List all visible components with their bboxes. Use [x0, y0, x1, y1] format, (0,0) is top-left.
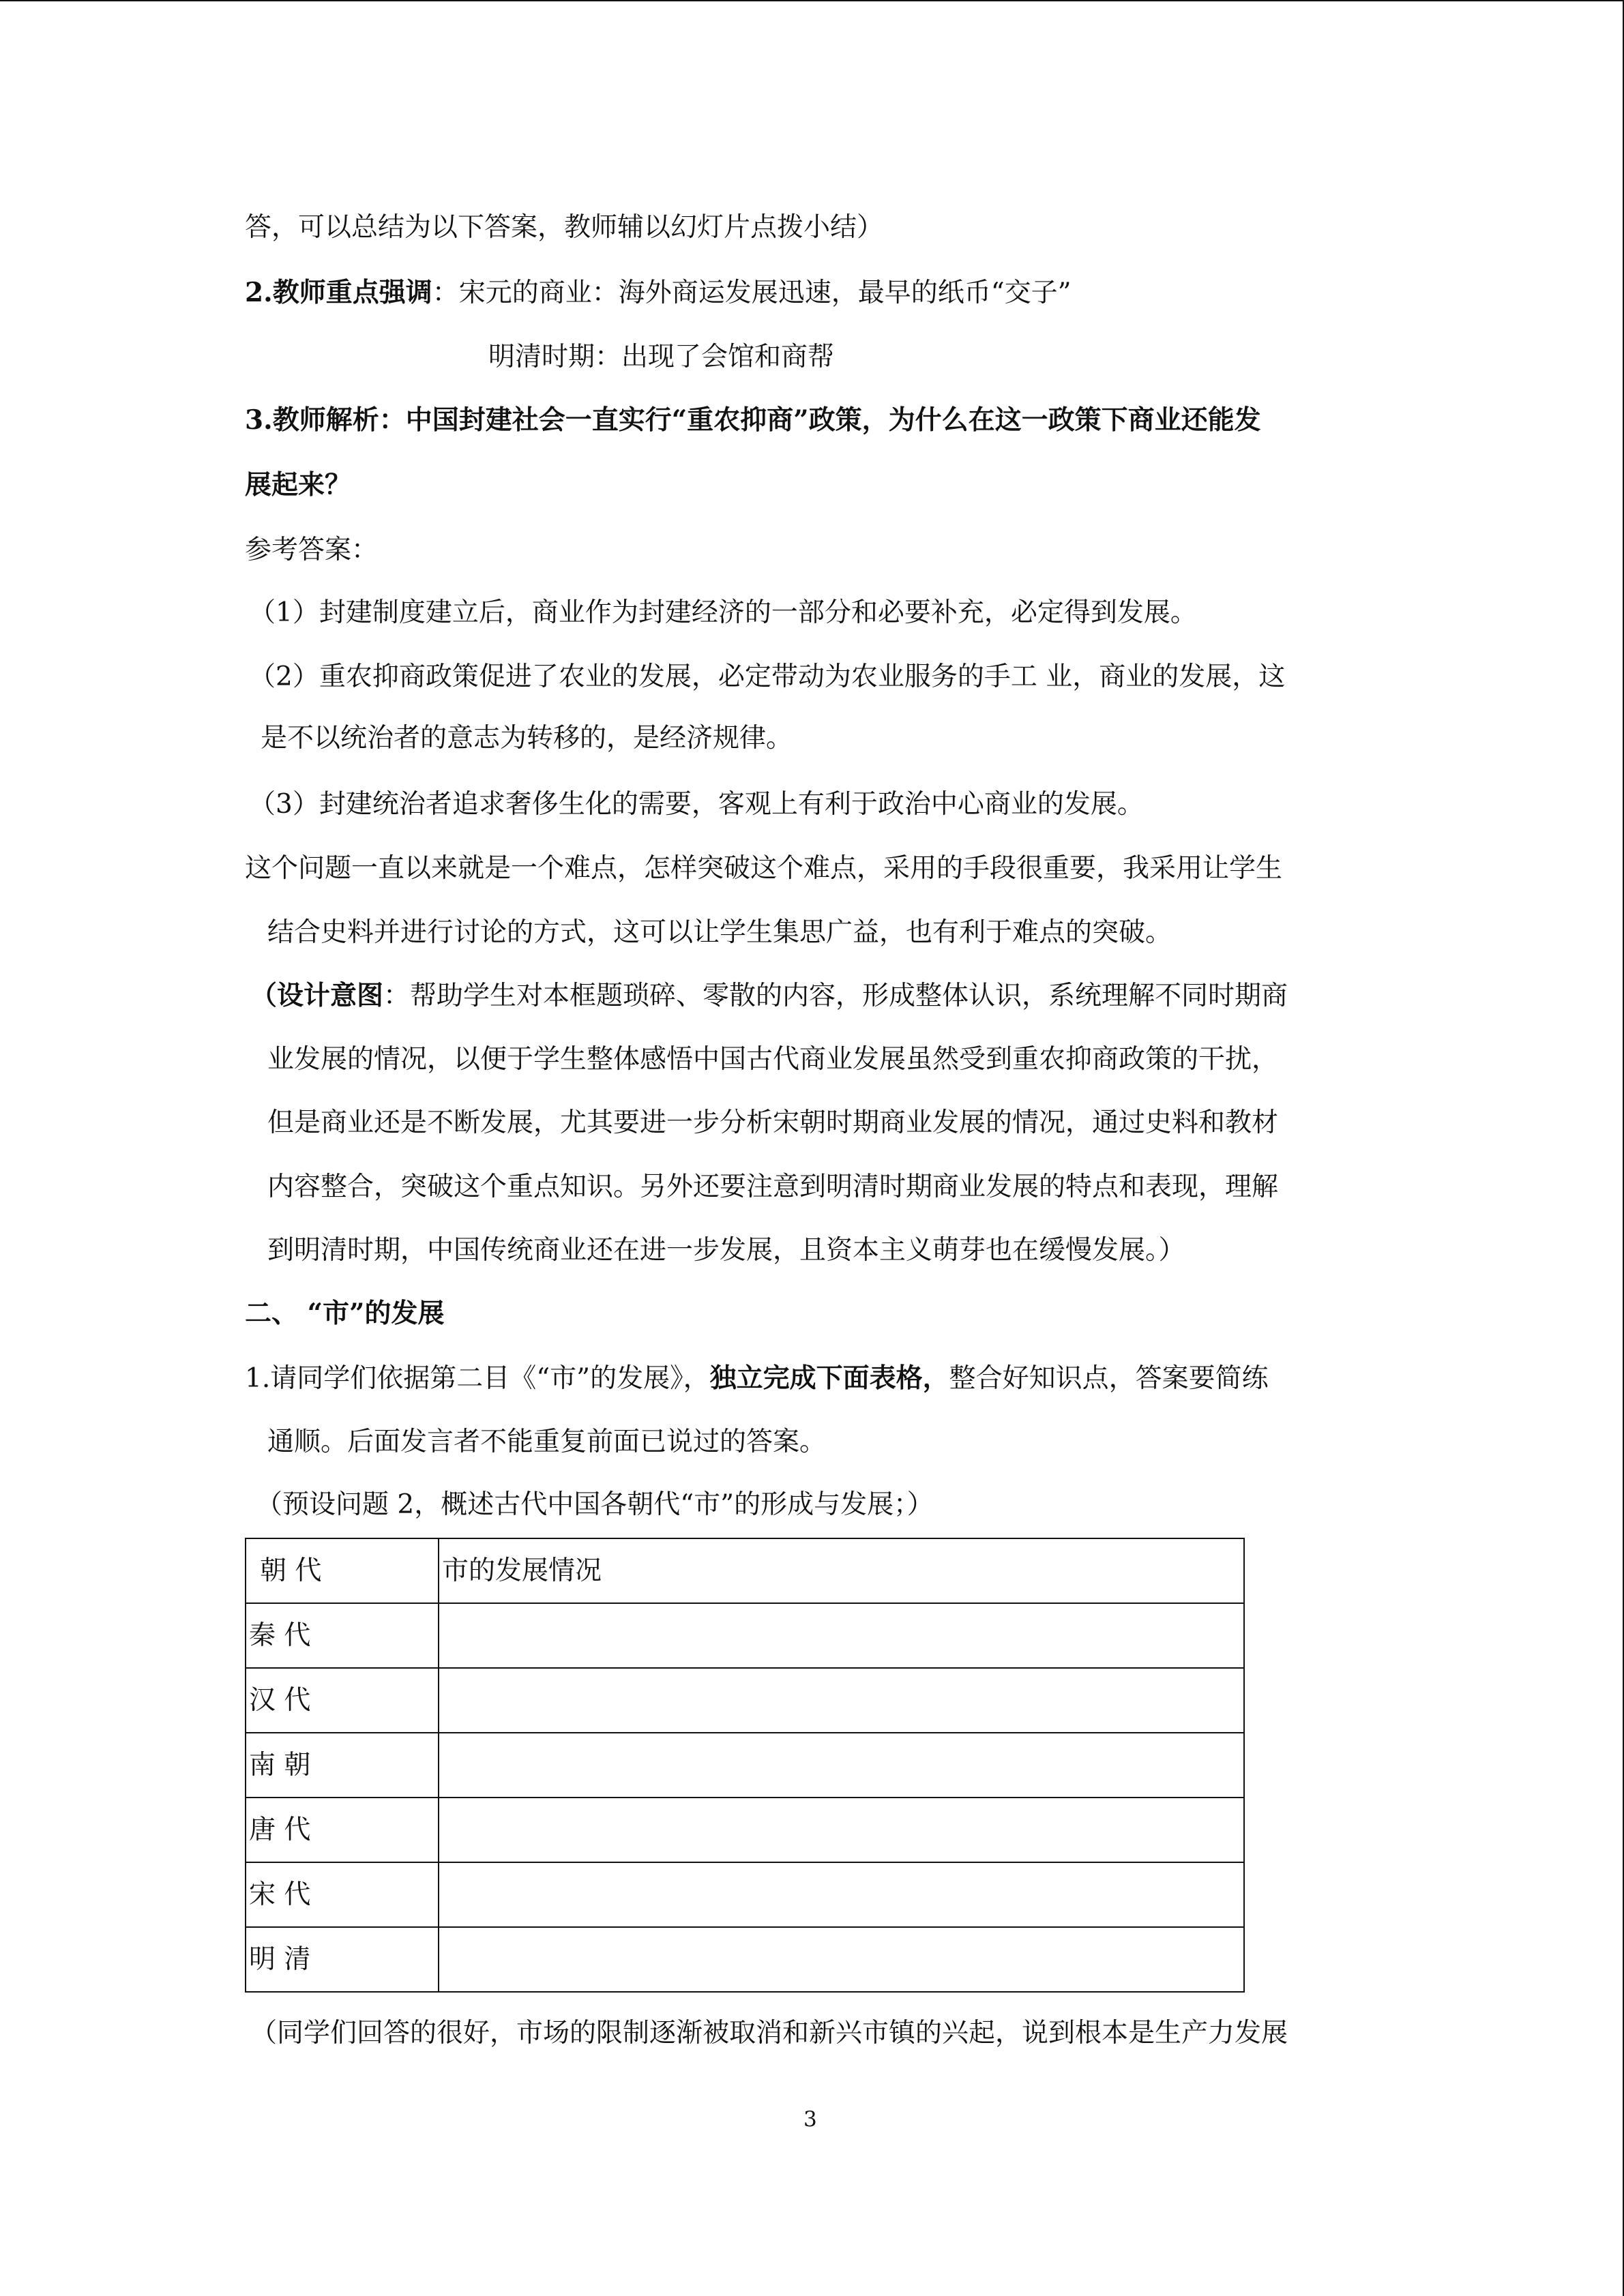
question-heading: 3.教师解析：中国封建社会一直实行“重农抑商”政策，为什么在这一政策下商业还能发	[245, 404, 1261, 436]
table-cell-answer	[439, 1798, 1244, 1862]
section-heading: 二、 “市”的发展	[245, 1298, 445, 1329]
text-line: （1）封建制度建立后，商业作为封建经济的一部分和必要补充，必定得到发展。	[249, 597, 1197, 628]
text-line: 这个问题一直以来就是一个难点，怎样突破这个难点，采用的手段很重要，我采用让学生	[245, 853, 1283, 884]
table-cell-dynasty: 宋 代	[246, 1862, 439, 1927]
table-cell-answer	[439, 1603, 1244, 1668]
text-span: 整合好知识点，答案要简练	[949, 1363, 1269, 1394]
page-number: 3	[803, 2107, 817, 2132]
table-cell-answer	[439, 1927, 1244, 1992]
table-cell-answer	[439, 1668, 1244, 1733]
emphasis-span: 独立完成下面表格，	[709, 1362, 949, 1394]
table-row	[246, 1927, 1244, 1992]
text-line: （3）封建统治者追求奢侈生化的需要，客观上有利于政治中心商业的发展。	[249, 789, 1144, 820]
text-line: （预设问题 2，概述古代中国各朝代“市”的形成与发展；）	[256, 1489, 934, 1520]
text-line	[245, 1362, 1269, 1394]
table-cell-dynasty: 秦 代	[246, 1603, 439, 1668]
table-cell-dynasty: 汉 代	[246, 1668, 439, 1733]
table-cell-dynasty: 南 朝	[246, 1733, 439, 1798]
table-row	[246, 1798, 1244, 1862]
text-line	[250, 980, 1288, 1011]
text-line: 业发展的情况，以便于学生整体感悟中国古代商业发展虽然受到重农抑商政策的干扰，	[267, 1044, 1279, 1075]
emphasis-label: （设计意图	[250, 980, 384, 1011]
table-header-cell: 市的发展情况	[439, 1538, 1244, 1603]
table-header-cell: 朝 代	[246, 1538, 439, 1603]
page-border-top	[0, 0, 1624, 1]
text-line: （同学们回答的很好，市场的限制逐渐被取消和新兴市镇的兴起，说到根本是生产力发展	[250, 2018, 1288, 2048]
table-row	[246, 1862, 1244, 1927]
table-cell-dynasty: 唐 代	[246, 1798, 439, 1862]
text-line: 内容整合，突破这个重点知识。另外还要注意到明清时期商业发展的特点和表现，理解	[267, 1172, 1279, 1202]
text-line: 结合史料并进行讨论的方式，这可以让学生集思广益，也有利于难点的突破。	[267, 917, 1172, 948]
text-line: 明清时期：出现了会馆和商帮	[488, 342, 835, 372]
emphasis-label: 2.教师重点强调	[245, 277, 432, 308]
table-cell-answer	[439, 1733, 1244, 1798]
text-line: 是不以统治者的意志为转移的，是经济规律。	[261, 723, 793, 754]
table-row	[246, 1733, 1244, 1798]
text-line: 答，可以总结为以下答案，教师辅以幻灯片点拨小结）	[245, 212, 884, 243]
text-line: 通顺。后面发言者不能重复前面已说过的答案。	[267, 1427, 827, 1457]
text-span: ：宋元的商业：海外商运发展迅速，最早的纸币“交子”	[432, 278, 1072, 308]
table-cell-dynasty: 明 清	[246, 1927, 439, 1992]
text-line: 到明清时期，中国传统商业还在进一步发展，且资本主义萌芽也在缓慢发展。）	[267, 1235, 1185, 1266]
text-line: （2）重农抑商政策促进了农业的发展，必定带动为农业服务的手工 业，商业的发展，这	[249, 661, 1286, 692]
table-header-row	[246, 1538, 1244, 1603]
text-span: 1.请同学们依据第二目《“市”的发展》，	[245, 1363, 710, 1394]
text-line: 参考答案：	[245, 535, 379, 565]
table-cell-answer	[439, 1862, 1244, 1927]
text-line	[245, 277, 1072, 308]
table-row	[246, 1668, 1244, 1733]
question-heading-cont: 展起来？	[245, 469, 352, 501]
text-line: 但是商业还是不断发展，尤其要进一步分析宋朝时期商业发展的情况，通过史料和教材	[267, 1107, 1279, 1138]
text-span: ：帮助学生对本框题琐碎、零散的内容，形成整体认识，系统理解不同时期商	[383, 981, 1288, 1011]
table-row	[246, 1603, 1244, 1668]
dynasty-market-table	[245, 1538, 1245, 1993]
